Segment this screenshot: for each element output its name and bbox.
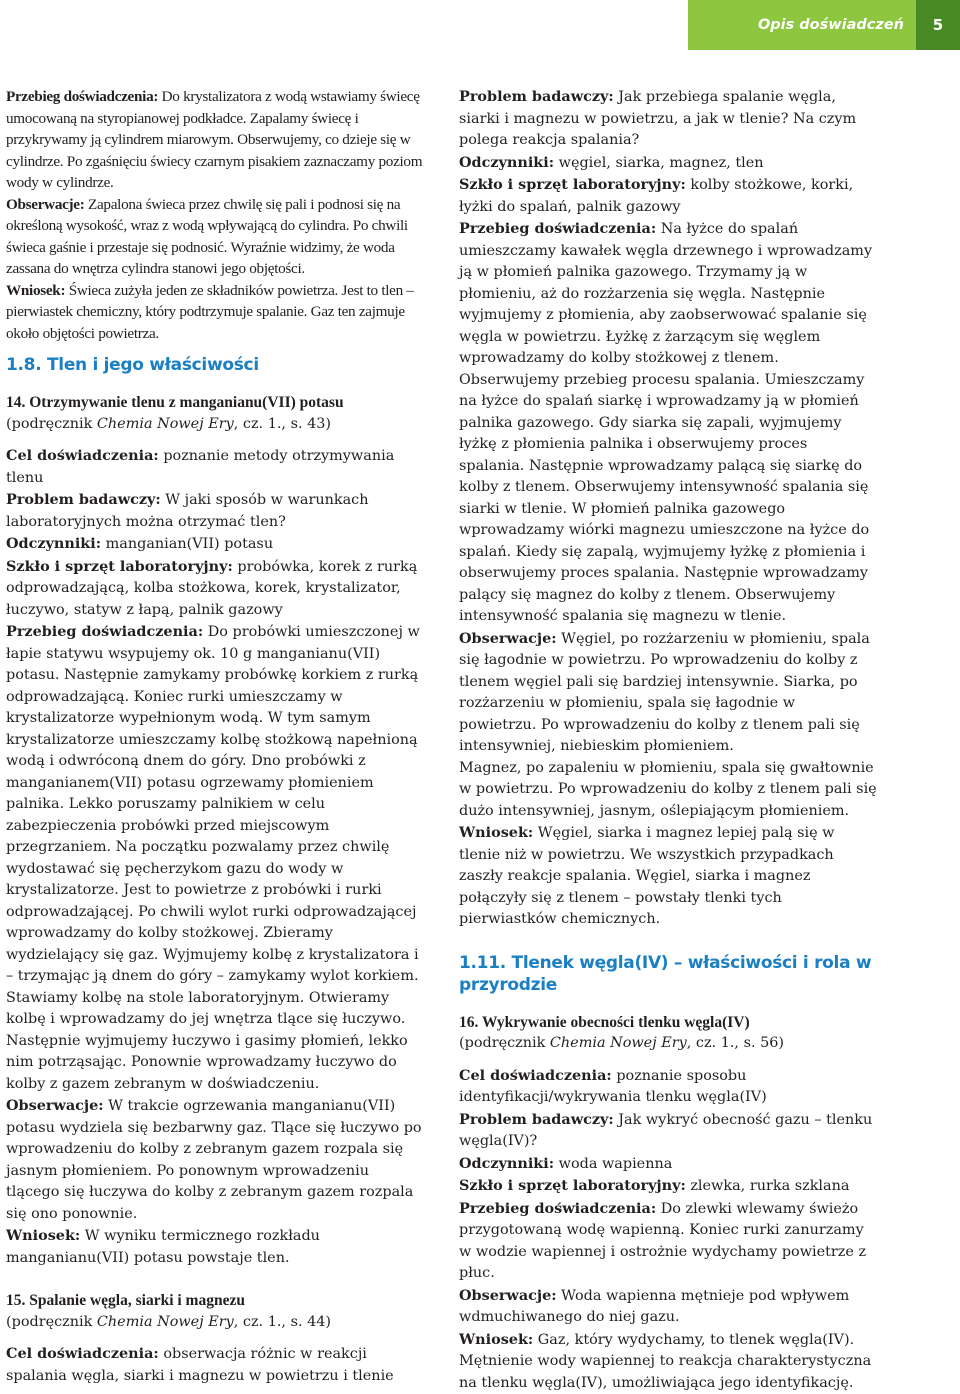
- experiment-15-title: 15. Spalanie węgla, siarki i magnezu: [6, 1290, 426, 1312]
- running-header: [688, 0, 960, 50]
- experiment-16-reference: (podręcznik Chemia Nowej Ery, cz. 1., s. 56): [459, 1033, 877, 1055]
- experiment-15-reference: (podręcznik Chemia Nowej Ery, cz. 1., s. 44): [6, 1312, 426, 1334]
- procedure-text: Do krystalizatora z wodą wstawiamy świecę umocowaną na styropianowej podkładce. Zapalamy świecę i przykrywamy ją cylindrem miarowym. Obserwujemy, co dzieje się w cylindrze. Po zgaśnięciu świecy czarnym pisakiem zaznaczamy poziom wody w cylindrze.: [6, 88, 422, 191]
- observations-text: Zapalona świeca przez chwilę się pali i podnosi się na określoną wysokość, wraz z wodą wpływającą do cylindra. Po chwili świeca gaśnie i przestaje się podnosić. Wyraźnie widzimy, że woda zassana do wnętrza cylindra stanowi jego objętości.: [6, 196, 408, 278]
- experiment-14-procedure: Przebieg doświadczenia: Do probówki umieszczonej w łapie statywu wsypujemy ok. 10 g manganianu(VII) potasu. Następnie zamykamy probówkę korkiem z rurką odprowadzającą. Koniec rurki umieszczamy w krystalizatorze wypełnionym wodą. W tym samym krystalizatorze umieszczamy kolbę stożkową napełnioną wodą i odwróconą dnem do góry. Dno probówki z manganianem(VII) potasu ogrzewamy płomieniem palnika. Lekko poruszamy palnikiem w celu zabezpieczenia probówki przed miejscowym przegrzaniem. Na początku pozwalamy przez chwilę wydostawać się pęcherzykom gazu do wody w krystalizatorze. Jest to powietrze z probówki i rurki odprowadzającej. Po chwili wylot rurki odprowadzającej wprowadzamy do kolby stożkowej. Zbieramy wydzielający się gaz. Wyjmujemy kolbę z krystalizatora i – trzymając ją dnem do góry – zamykamy wylot korkiem. Stawiamy kolbę na stole laboratoryjnym. Otwieramy kolbę i wprowadzamy do jej wnętrza tlące się łuczywo. Następnie wyjmujemy łuczywo i gasimy płomień, lekko nim potrząsając. Ponownie wprowadzamy łuczywo do kolby z gazem zebranym w doświadczeniu.: [6, 621, 426, 1095]
- experiment-14-problem: Problem badawczy: W jaki sposób w warunkach laboratoryjnych można otrzymać tlen?: [6, 489, 426, 533]
- section-number: 1.11.: [459, 953, 506, 973]
- running-header-title: Opis doświadczeń: [688, 0, 916, 50]
- section-heading-1-8: [6, 354, 426, 376]
- experiment-14-observations: Obserwacje: W trakcie ogrzewania manganianu(VII) potasu wydziela się bezbarwny gaz. Tlące się łuczywo po wprowadzeniu do kolby z zebranym gazem rozpala się jasnym płomieniem. Po ponownym wprowadzeniu tlącego się łuczywa do kolby z zebranym gazem rozpala się ono ponownie.: [6, 1095, 426, 1225]
- experiment-14-goal: Cel doświadczenia: poznanie metody otrzymywania tlenu: [6, 445, 426, 489]
- conclusion-text: Świeca zużyła jeden ze składników powietrza. Jest to tlen – pierwiastek chemiczny, który podtrzymuje spalanie. Gaz ten zajmuje około objętości powietrza.: [6, 282, 414, 342]
- right-column: [459, 86, 877, 1394]
- experiment-16-conclusion: Wniosek: Gaz, który wydychamy, to tlenek węgla(IV). Mętnienie wody wapiennej to reakcja charakterystyczna na tlenku węgla(IV), umożliwiająca jego identyfikację.: [459, 1329, 877, 1394]
- experiment-15-observations: Obserwacje: Węgiel, po rozżarzeniu w płomieniu, spala się łagodnie w powietrzu. Po wprowadzeniu do kolby z tlenem węgiel pali się bardziej intensywnie. Siarka, po rozżarzeniu w płomieniu, spala się łagodnie w powietrzu. Po wprowadzeniu do kolby z tlenem pali się intensywniej, niebieskim płomieniem.: [459, 628, 877, 758]
- experiment-14-title: 14. Otrzymywanie tlenu z manganianu(VII) potasu: [6, 392, 426, 414]
- experiment-14-conclusion: Wniosek: W wyniku termicznego rozkładu manganianu(VII) potasu powstaje tlen.: [6, 1225, 426, 1269]
- observations-label: Obserwacje:: [6, 196, 85, 213]
- page-number: 5: [916, 0, 960, 50]
- experiment-16-procedure: Przebieg doświadczenia: Do zlewki wlewamy świeżo przygotowaną wodę wapienną. Koniec rurki zanurzamy w wodzie wapiennej i ostrożnie wydychamy powietrze z płuc.: [459, 1198, 877, 1285]
- experiment-15-conclusion: Wniosek: Węgiel, siarka i magnez lepiej palą się w tlenie niż w powietrzu. We wszystkich przypadkach zaszły reakcje spalania. Węgiel, siarka i magnez połączyły się z tlenem – powstały tlenki tych pierwiastków chemicznych.: [459, 822, 877, 931]
- section-heading-1-11: [459, 952, 877, 996]
- conclusion-label: Wniosek:: [6, 282, 65, 299]
- procedure-paragraph: [6, 86, 426, 194]
- experiment-15-reagents: Odczynniki: węgiel, siarka, magnez, tlen: [459, 152, 877, 175]
- experiment-16-problem: Problem badawczy: Jak wykryć obecność gazu – tlenku węgla(IV)?: [459, 1109, 877, 1153]
- section-title: Tlenek węgla(IV) – właściwości i rola w przyrodzie: [459, 953, 871, 995]
- left-column: [6, 86, 426, 1387]
- experiment-14-reference: (podręcznik Chemia Nowej Ery, cz. 1., s. 43): [6, 414, 426, 436]
- experiment-16-reagents: Odczynniki: woda wapienna: [459, 1153, 877, 1176]
- experiment-16-goal: Cel doświadczenia: poznanie sposobu identyfikacji/wykrywania tlenku węgla(IV): [459, 1065, 877, 1109]
- observations-paragraph: [6, 194, 426, 280]
- experiment-15-goal: Cel doświadczenia: obserwacja różnic w reakcji spalania węgla, siarki i magnezu w powietrzu i tlenie: [6, 1343, 426, 1387]
- experiment-15-equipment: Szkło i sprzęt laboratoryjny: kolby stożkowe, korki, łyżki do spalań, palnik gazowy: [459, 174, 877, 218]
- experiment-16-equipment: Szkło i sprzęt laboratoryjny: zlewka, rurka szklana: [459, 1175, 877, 1198]
- experiment-16-observations: Obserwacje: Woda wapienna mętnieje pod wpływem wdmuchiwanego do niej gazu.: [459, 1285, 877, 1329]
- experiment-14-reagents: Odczynniki: manganian(VII) potasu: [6, 533, 426, 556]
- section-number: 1.8.: [6, 355, 41, 375]
- experiment-14-equipment: Szkło i sprzęt laboratoryjny: probówka, korek z rurką odprowadzającą, kolba stożkowa, korek, krystalizator, łuczywo, statyw z łapą, palnik gazowy: [6, 556, 426, 622]
- conclusion-paragraph: [6, 280, 426, 345]
- experiment-15-problem: Problem badawczy: Jak przebiega spalanie węgla, siarki i magnezu w powietrzu, a jak w tlenie? Na czym polega reakcja spalania?: [459, 86, 877, 152]
- section-title: Tlen i jego właściwości: [47, 355, 259, 375]
- procedure-label: Przebieg doświadczenia:: [6, 88, 158, 105]
- experiment-16-title: 16. Wykrywanie obecności tlenku węgla(IV): [459, 1012, 877, 1034]
- experiment-15-observations-magnesium: Magnez, po zapaleniu w płomieniu, spala się gwałtownie w powietrzu. Po wprowadzeniu do kolby z tlenem pali się dużo intensywniej, jasnym, oślepiającym płomieniem.: [459, 758, 877, 823]
- experiment-15-procedure: Przebieg doświadczenia: Na łyżce do spalań umieszczamy kawałek węgla drzewnego i wprowadzamy ją w płomień palnika gazowego. Trzymamy ją w płomieniu, aż do rozżarzenia się węgla. Następnie wyjmujemy z płomienia, aby zaobserwować spalanie się węgla w powietrzu. Łyżkę z żarzącym się węglem wprowadzamy do kolby stożkowej z tlenem. Obserwujemy przebieg procesu spalania. Umieszczamy na łyżce do spalań siarkę i wprowadzamy ją w płomień palnika gazowego. Gdy siarka się zapali, wyjmujemy łyżkę z płomienia palnika i obserwujemy proces spalania. Następnie wprowadzamy palącą się siarkę do kolby z tlenem. Obserwujemy intensywność spalania się siarki w tlenie. W płomień palnika gazowego wprowadzamy wiórki magnezu umieszczone na łyżce do spalań. Kiedy się zapalą, wyjmujemy łyżkę z płomienia i obserwujemy proces spalania. Następnie wprowadzamy palący się magnez do kolby z tlenem. Obserwujemy intensywność spalania się magnezu w tlenie.: [459, 218, 877, 628]
